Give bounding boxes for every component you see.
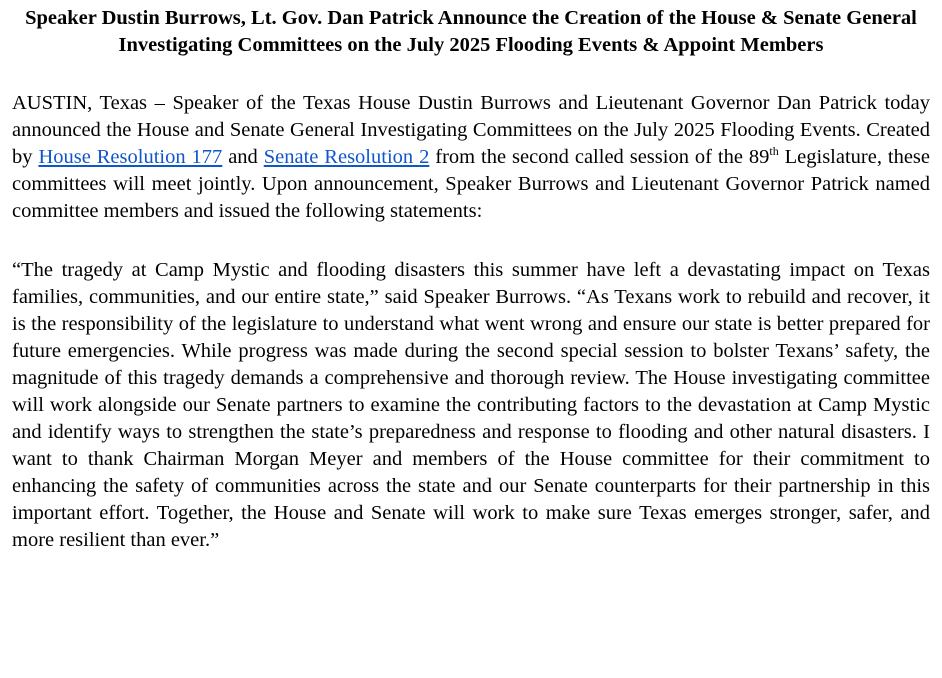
senate-resolution-2-link[interactable]: Senate Resolution 2 — [263, 146, 430, 168]
headline: Speaker Dustin Burrows, Lt. Gov. Dan Patrick Announce the Creation of the House & Senate General Investigating Committees on the July 2025 Flooding Events & Appoint Members — [25, 7, 917, 56]
intro-text-4: Legislature, these committees will meet jointly. Upon announcement, Speaker Burrows and Lieutenant Governor Patrick named committee members and issued the following statements: — [12, 146, 931, 222]
speaker-quote-paragraph: “The tragedy at Camp Mystic and flooding disasters this summer have left a devastating impact on Texas families, communities, and our entire state,” said Speaker Burrows. “As Texans work to rebuild and recover, it is the responsibility of the legislature to understand what went wrong and ensure our state is better prepared for future emergencies. While progress was made during the second special session to bolster Texans’ safety, the magnitude of this tragedy demands a comprehensive and thorough review. The House investigating committee will work alongside our Senate partners to examine the contributing factors to the devastation at Camp Mystic and identify ways to strengthen the state’s preparedness and response to flooding and other natural disasters. I want to thank Chairman Morgan Meyer and members of the House committee for their commitment to enhancing the safety of communities across the state and our Senate counterparts for their partnership in this important effort. Together, the House and Senate will work to make sure Texas emerges stronger, safer, and more resilient than ever.” — [12, 259, 930, 551]
intro-text-1: AUSTIN, Texas – Speaker of the Texas House Dustin Burrows and Lieutenant Governor Dan Patrick today announced the House and Senate General Investigating Committees on the July 2025 Flooding Events. Created by — [12, 92, 930, 168]
intro-text-3: from the second called session of the 89 — [429, 146, 770, 168]
house-resolution-177-link[interactable]: House Resolution 177 — [38, 146, 223, 168]
intro-paragraph — [12, 90, 930, 225]
ordinal-superscript: th — [769, 144, 779, 158]
intro-text-2: and — [222, 146, 264, 168]
